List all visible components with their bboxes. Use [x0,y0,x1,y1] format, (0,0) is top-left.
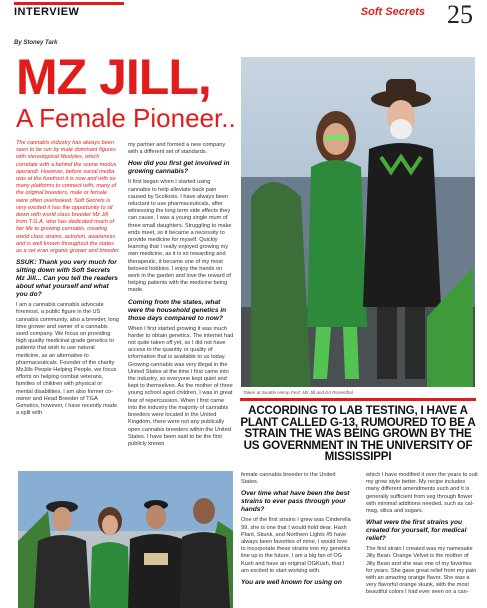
page-number: 25 [447,0,473,29]
answer-1: I am a cannabis cannabis advocate foremost, a public figure in the US cannabis community, also a breeder, long time grower and owner of a cannabis seed company. We focus on providing high quality medicinal grade genetics to patients that wish to use natural medicine, as an alternative to pharmaceuticals. Founder of the charity MzJills People Helping People, we focus efforts on helping combat veterans, families of children with physical or mental disabilities. I am also former co-owner and Head Breeder of TGA Genetics, however, I have recently made a split with [16,302,119,417]
intro-paragraph: The cannabis industry has always been seen to be run by male dominant figures with stereotypical lifestyles, which correlate with a behind the scene modus operandi. However, before social media was at the forefront it is now and with so many platforms to connect with, many of the original breeders, male or female were often overlooked. Soft Secrets is very excited it has the opportunity to sit down with world class breeder Mz Jill from T.G.A. who has dedicated much of her life to growing cannabis, creating world class strains, activism, awareness and is well known throughout the states as a vet eran organic grower and breeder. [16,140,120,255]
answer-6: The first strain I created was my namesake Jilly Bean. Orange Velvet is the mother of Jilly Bean and she was one of my favorites for years. She gave great relief from my pain with an amazing orange flavor. She was a very flavorful orange skunk, with the most beautiful colors I had ever seen on a can- [366,546,477,596]
article-column-2 [128,142,234,464]
answer-4: One of the first strains I grew was Cinderella 99, she is one that I would hold dear. Hash Plant, Skunk, and Northern Lights #5 have always been favorites of mine, I would love to incorporate these strains into my genetics line up in the future. I am a big fan of OG Kush and have an original OGKush, that I am excited to start working with. [241,517,351,574]
answer-3-continued: female cannabis breeder in the United States. [241,472,336,486]
article-column-1 [16,140,120,464]
question-5: You are well known for using on [241,579,342,587]
photo-caption: Taken at Seattle Hemp Fest: Mz Jill and Ed Rosenthal [243,390,353,395]
byline: By Stoney Tark [14,40,58,46]
photo-mzjill-ed-rosenthal-image [241,57,475,387]
headline: MZ JILL, [16,49,211,105]
brand-name: Soft Secrets [360,6,425,18]
question-2: How did you first get involved in growing cannabis? [128,160,230,176]
photo-group [18,471,233,608]
section-tag: INTERVIEW [14,2,124,22]
answer-3: When I first started growing it was much harder to obtain genetics. The internet had not quite taken off yet, so I did not have access to the quantity or quality of information that is available to us today. Growing cannabis was very illegal in the United States at the time I first came into the industry, so everyone kept quiet and kept to themselves. As the mother of three young school aged children, I was in great fear of repercussion. When I first came into the industry the majority of cannabis breeders were located in the United Kingdom, there were not any publically open cannabis breeders within the United States. I have been said to be the first publicly known [128,325,234,447]
top-bar [0,0,487,29]
question-4: Over time what have been the best strains to ever pass through your hands? [241,490,350,514]
pull-quote [240,398,476,467]
answer-5-continued: which I have modified it over the years to suit my grow style better. My recipe includes many different amendments such and it is generally sufficient from veg through flower with minimal additions needed, such as cal-mag, silica and sugars. [366,472,478,515]
article-column-3 [241,472,351,608]
subheadline: A Female Pioneer.. [16,103,236,133]
photo-group-image [18,471,233,608]
question-3: Coming from the states, what were the household genetics in those days compared to now? [128,298,227,322]
photo-mzjill-ed-rosenthal [241,57,475,387]
article-column-4 [366,472,478,608]
answer-1-continued: my partner and formed a new company with a different set of standards. [128,142,226,156]
question-1: SSUK: Thank you very much for sitting down with Soft Secrets Mz Jill... Can you tell the readers about what yourself and what you do? [16,259,118,299]
pull-quote-text: ACCORDING TO LAB TESTING, I HAVE A PLANT CALLED G-13, RUMOURED TO BE A STRAIN THE WAS BEING GROWN BY THE US GOVERNMENT IN THE UNIVERSITY OF MISSISSIPPI [240,404,476,463]
answer-2: It first began when I started using cannabis to help alleviate back pain caused by Scoliosis. I have always been reluctant to use pharmaceuticals, after witnessing the long term side effects they can cause. I was a young single mum of three small daughters. Struggling to make ends meet, so it became a necessity to provide medicine for myself. Quickly learning that I really enjoyed growing my own medicine, as it is so rewarding and therapeutic, it became one of my most beloved hobbies. I enjoy the hands on work in the garden and love the reward of helping patients with the medicine being made. [128,179,232,294]
question-6: What were the first strains you created for yourself, for medical relief? [366,519,467,543]
